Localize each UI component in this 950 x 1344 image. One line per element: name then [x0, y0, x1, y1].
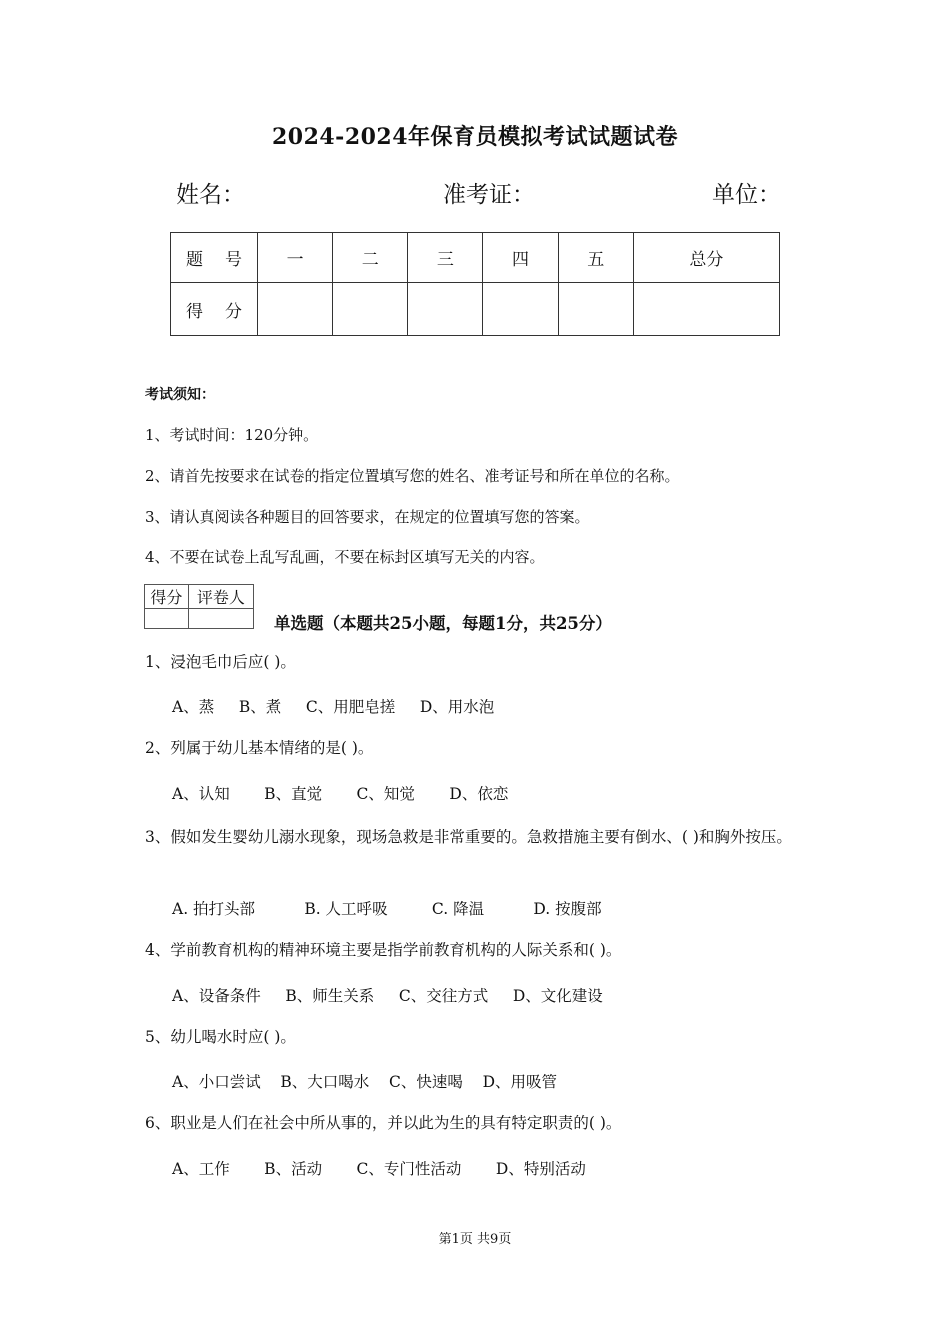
score-table-cell: 一 — [258, 233, 333, 283]
score-table-cell: 二 — [333, 233, 408, 283]
score-entry-cell[interactable] — [633, 283, 779, 336]
notice-item: 1、考试时间：120分钟。 — [145, 426, 319, 444]
question-options: A、认知 B、直觉 C、知觉 D、依恋 — [172, 785, 509, 803]
score-table-cell: 四 — [483, 233, 558, 283]
grader-score-label: 得分 — [145, 585, 189, 609]
grader-name-entry[interactable] — [188, 609, 253, 629]
section-title: 单选题（本题共25小题，每题1分，共25分） — [274, 614, 612, 633]
score-entry-cell[interactable] — [483, 283, 558, 336]
grader-score-entry[interactable] — [145, 609, 189, 629]
score-table-header-row — [171, 233, 780, 283]
grader-name-label: 评卷人 — [188, 585, 253, 609]
exam-number-field-label: 准考证： — [443, 182, 535, 208]
question-stem: 4、学前教育机构的精神环境主要是指学前教育机构的人际关系和( )。 — [145, 941, 622, 959]
page-footer: 第1页 共9页 — [438, 1232, 512, 1247]
score-table-cell: 五 — [558, 233, 633, 283]
question-options: A、小口尝试 B、大口喝水 C、快速喝 D、用吸管 — [172, 1073, 557, 1091]
score-entry-cell[interactable] — [408, 283, 483, 336]
question-options: A. 拍打头部 B. 人工呼吸 C. 降温 D. 按腹部 — [172, 900, 602, 918]
score-table-cell: 得 分 — [171, 283, 258, 336]
notice-item: 2、请首先按要求在试卷的指定位置填写您的姓名、准考证号和所在单位的名称。 — [145, 467, 680, 485]
notice-item: 3、请认真阅读各种题目的回答要求，在规定的位置填写您的答案。 — [145, 508, 590, 526]
grader-box — [144, 584, 254, 629]
question-options: A、蒸 B、煮 C、用肥皂搓 D、用水泡 — [172, 698, 495, 716]
question-stem: 2、列属于幼儿基本情绪的是( )。 — [145, 739, 374, 757]
question-stem: 6、职业是人们在社会中所从事的，并以此为生的具有特定职责的( )。 — [145, 1114, 622, 1132]
score-table-cell: 三 — [408, 233, 483, 283]
score-entry-cell[interactable] — [558, 283, 633, 336]
question-stem: 3、假如发生婴幼儿溺水现象，现场急救是非常重要的。急救措施主要有倒水、( )和胸外按压。 — [145, 828, 792, 846]
score-table-score-row — [171, 283, 780, 336]
notice-title: 考试须知： — [145, 387, 215, 403]
score-table-cell: 总分 — [633, 233, 779, 283]
question-stem: 5、幼儿喝水时应( )。 — [145, 1028, 296, 1046]
score-table — [170, 232, 780, 336]
score-table-cell: 题 号 — [171, 233, 258, 283]
notice-item: 4、不要在试卷上乱写乱画，不要在标封区填写无关的内容。 — [145, 548, 545, 566]
question-stem: 1、浸泡毛巾后应( )。 — [145, 653, 296, 671]
question-options: A、设备条件 B、师生关系 C、交往方式 D、文化建设 — [172, 987, 603, 1005]
name-field-label: 姓名： — [176, 182, 245, 208]
score-entry-cell[interactable] — [333, 283, 408, 336]
question-options: A、工作 B、活动 C、专门性活动 D、特别活动 — [172, 1160, 586, 1178]
score-entry-cell[interactable] — [258, 283, 333, 336]
page-title: 2024-2024年保育员模拟考试试题试卷 — [271, 124, 679, 150]
unit-field-label: 单位： — [712, 182, 781, 208]
